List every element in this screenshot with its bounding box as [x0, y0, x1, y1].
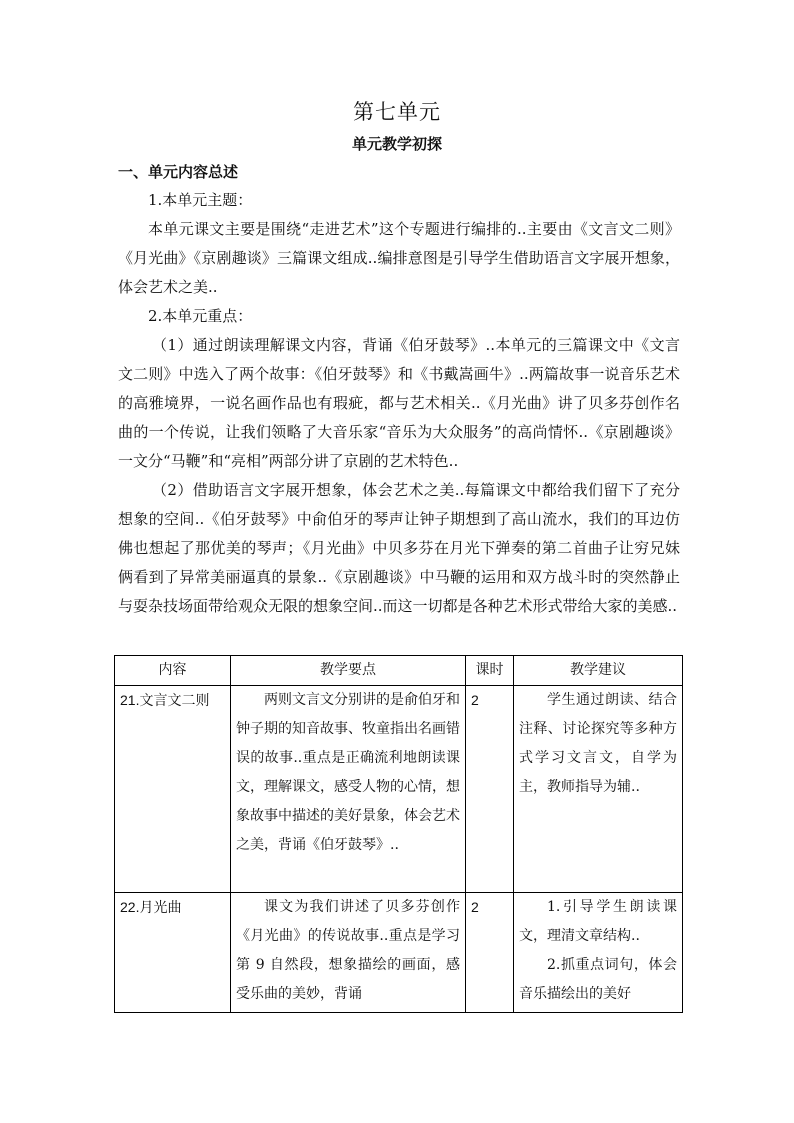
focus-label: 2.本单元重点： — [148, 307, 253, 325]
table-row — [115, 686, 683, 893]
column-header-hours: 课时 — [466, 656, 514, 686]
page-subtitle: 单元教学初探 — [351, 135, 442, 153]
lesson-hours: 2 — [466, 893, 514, 1013]
theme-label: 1.本单元主题： — [148, 191, 253, 209]
lesson-points — [231, 893, 466, 1013]
column-header-suggestions: 教学建议 — [514, 656, 683, 686]
lesson-points-text: 课文为我们讲述了贝多芬创作《月光曲》的传说故事..重点是学习第 9 自然段，想象描绘的画面，感受乐曲的美妙，背诵 — [236, 899, 460, 1002]
column-header-points: 教学要点 — [231, 656, 466, 686]
table-header-row — [115, 656, 683, 686]
focus-paragraph-2: （2）借助语言文字展开想象，体会艺术之美..每篇课文中都给我们留下了充分想象的空间..《伯牙鼓琴》中俞伯牙的琴声让钟子期想到了高山流水，我们的耳边仿佛也想起了那优美的琴声；《月光曲》中贝多芬在月光下弹奏的第二首曲子让穷兄妹俩看到了异常美丽逼真的景象..《京剧趣谈》中马鞭的运用和双方战斗时的突然静止与耍杂技场面带给观众无限的想象空间..而这一切都是各种艺术形式带给大家的美感.. — [118, 481, 680, 615]
lesson-points — [231, 686, 466, 893]
column-header-content: 内容 — [115, 656, 231, 686]
lesson-title: 22.月光曲 — [115, 893, 231, 1013]
lesson-suggestions — [514, 686, 683, 893]
section-body — [118, 186, 680, 621]
suggestion-text: 2.抓重点词句，体会音乐描绘出的美好 — [519, 957, 677, 1002]
teaching-plan-table — [114, 655, 683, 1013]
table-row — [115, 893, 683, 1013]
lesson-suggestions — [514, 893, 683, 1013]
section-heading: 一、单元内容总述 — [118, 163, 239, 181]
lesson-hours: 2 — [466, 686, 514, 893]
page-title: 第七单元 — [353, 100, 441, 124]
lesson-title: 21.文言文二则 — [115, 686, 231, 893]
focus-paragraph-1: （1）通过朗读理解课文内容，背诵《伯牙鼓琴》..本单元的三篇课文中《文言文二则》中选入了两个故事：《伯牙鼓琴》和《书戴嵩画牛》..两篇故事一说音乐艺术的高雅境界，一说名画作品也有瑕疵，都与艺术相关..《月光曲》讲了贝多芬创作名曲的一个传说，让我们领略了大音乐家“音乐为大众服务”的高尚情怀..《京剧趣谈》一文分“马鞭”和“亮相”两部分讲了京剧的艺术特色.. — [118, 336, 680, 470]
lesson-points-text: 两则文言文分别讲的是俞伯牙和钟子期的知音故事、牧童指出名画错误的故事..重点是正确流利地朗读课文，理解课文，感受人物的心情，想象故事中描述的美好景象，体会艺术之美，背诵《伯牙鼓琴》.. — [236, 692, 460, 853]
theme-paragraph: 本单元课文主要是围绕“走进艺术”这个专题进行编排的..主要由《文言文二则》《月光曲》《京剧趣谈》三篇课文组成..编排意图是引导学生借助语言文字展开想象，体会艺术之美.. — [118, 220, 680, 296]
suggestion-text: 1.引导学生朗读课文，理清文章结构.. — [519, 899, 677, 944]
suggestion-text: 学生通过朗读、结合注释、讨论探究等多种方式学习文言文，自学为主，教师指导为辅.. — [519, 692, 677, 795]
